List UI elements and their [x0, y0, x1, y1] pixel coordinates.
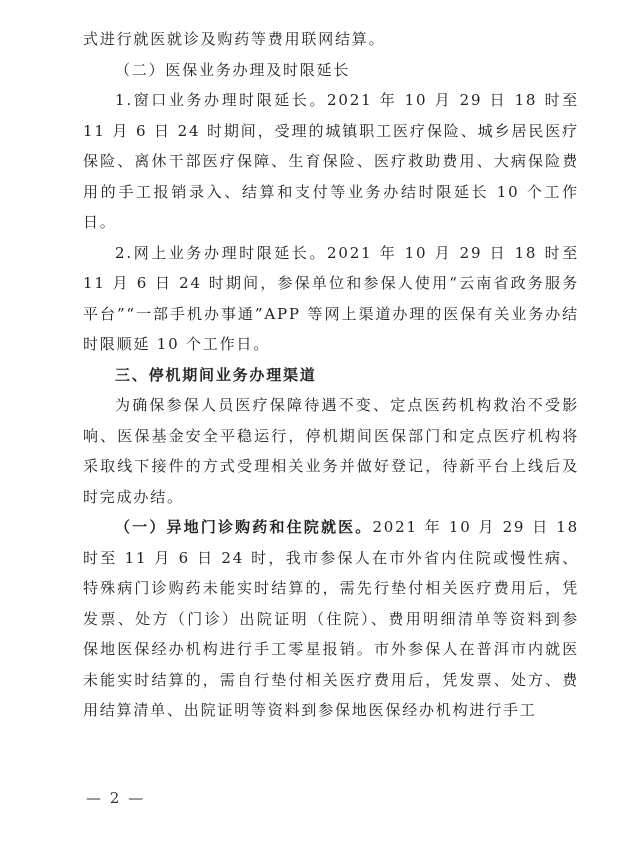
- section-heading-service-channels: 三、停机期间业务办理渠道: [115, 365, 317, 384]
- paragraph-window-service-extension: 1.窗口业务办理时限延长。2021 年 10 月 29 日 18 时至 11 月 6 日 24 时期间，受理的城镇职工医疗保险、城乡居民医疗保险、离休干部医疗保障、生育保险、医疗救助费用、大病保险费用的手工报销录入、结算和支付等业务办结时限延长 10 个工作日。: [83, 91, 579, 231]
- paragraph-online-service-extension: 2.网上业务办理时限延长。2021 年 10 月 29 日 18 时至 11 月 6 日 24 时期间，参保单位和参保人使用“云南省政务服务平台”“一部手机办事通”APP 等网上渠道办理的医保有关业务办结时限顺延 10 个工作日。: [83, 243, 579, 353]
- page-number: — 2 —: [86, 789, 146, 807]
- paragraph-continuation: 式进行就医就诊及购药等费用联网结算。: [83, 30, 386, 48]
- paragraph-remote-outpatient: [83, 512, 579, 726]
- paragraph-service-guarantee: 为确保参保人员医疗保障待遇不变、定点医药机构救治不受影响、医保基金安全平稳运行，停机期间医保部门和定点医疗机构将采取线下接件的方式受理相关业务并做好登记，待新平台上线后及时完成办结。: [83, 396, 579, 506]
- subsection-heading-remote-outpatient: （一）异地门诊购药和住院就医。: [115, 518, 373, 536]
- document-body: [83, 24, 579, 726]
- section-heading-medical-insurance-business: （二）医保业务办理及时限延长: [115, 60, 351, 79]
- paragraph-remote-outpatient-text: 2021 年 10 月 29 日 18 时至 11 月 6 日 24 时，我市参保人在市外省内住院或慢性病、特殊病门诊购药未能实时结算的，需先行垫付相关医疗费用后，凭发票、处方（门诊）出院证明（住院）、费用明细清单等资料到参保地医保经办机构进行手工零星报销。市外参保人在普洱市内就医未能实时结算的，需自行垫付相关医疗费用后，凭发票、处方、费用结算清单、出院证明等资料到参保地医保经办机构进行手工: [83, 518, 579, 719]
